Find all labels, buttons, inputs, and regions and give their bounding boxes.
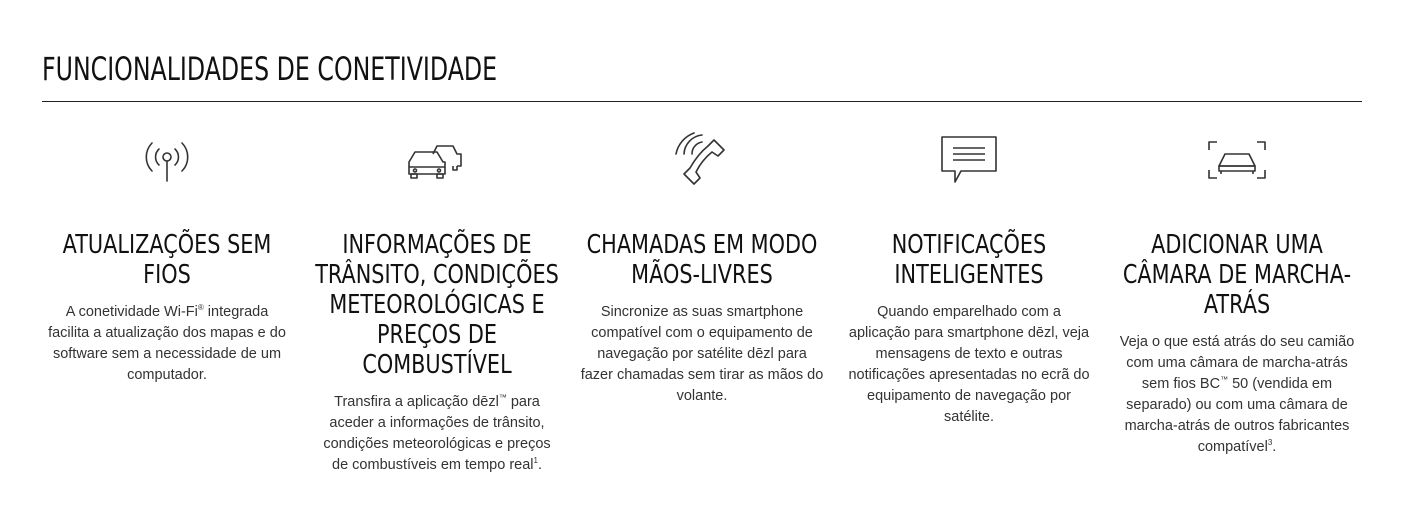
feature-hands-free-calls [577, 130, 827, 407]
feature-heading: CHAMADAS EM MODO MÃOS-LIVRES [586, 230, 818, 290]
feature-description: Veja o que está atrás do seu camião com uma câmara de marcha-atrás sem fios BC™ 50 (vendida em separado) ou com uma câmara de marcha-atrás de outros fabricantes compatível$^3$. [1119, 334, 1355, 455]
backup-camera-icon [1202, 130, 1272, 190]
feature-description: A conetividade Wi-Fi® integrada facilita a atualização dos mapas e do software sem a necessidade de um computador. [48, 303, 286, 383]
feature-heading: INFORMAÇÕES DE TRÂNSITO, CONDIÇÕES METEOROLÓGICAS E PREÇOS DE COMBUSTÍVEL [315, 230, 559, 380]
feature-description: Quando emparelhado com a aplicação para smartphone dēzl, veja mensagens de texto e outras notificações apresentadas no ecrã do equipamento de navegação por satélite. [848, 304, 1090, 425]
traffic-cars-icon [402, 130, 472, 190]
wifi-broadcast-icon [132, 130, 202, 190]
feature-description: Sincronize as suas smartphone compatível com o equipamento de navegação por satélite dēzl para fazer chamadas sem tirar as mãos do volante. [580, 304, 824, 404]
hands-free-phone-icon [667, 130, 737, 190]
message-bubble-icon [934, 130, 1004, 190]
feature-description: Transfira a aplicação dēzl™ para aceder a informações de trânsito, condições meteorológicas e preços de combustíveis em tempo real$^1$. [323, 393, 551, 473]
feature-traffic-weather-fuel [312, 130, 562, 476]
feature-wireless-updates [42, 130, 292, 386]
feature-backup-camera [1112, 130, 1362, 458]
feature-heading: ATUALIZAÇÕES SEM FIOS [62, 230, 272, 290]
section-title: FUNCIONALIDADES DE CONETIVIDADE [42, 50, 498, 88]
feature-heading: ADICIONAR UMA CÂMARA DE MARCHA-ATRÁS [1122, 230, 1352, 320]
features-grid [42, 130, 1362, 500]
feature-smart-notifications [844, 130, 1094, 428]
title-divider [42, 101, 1362, 102]
feature-heading: NOTIFICAÇÕES INTELIGENTES [891, 230, 1047, 290]
